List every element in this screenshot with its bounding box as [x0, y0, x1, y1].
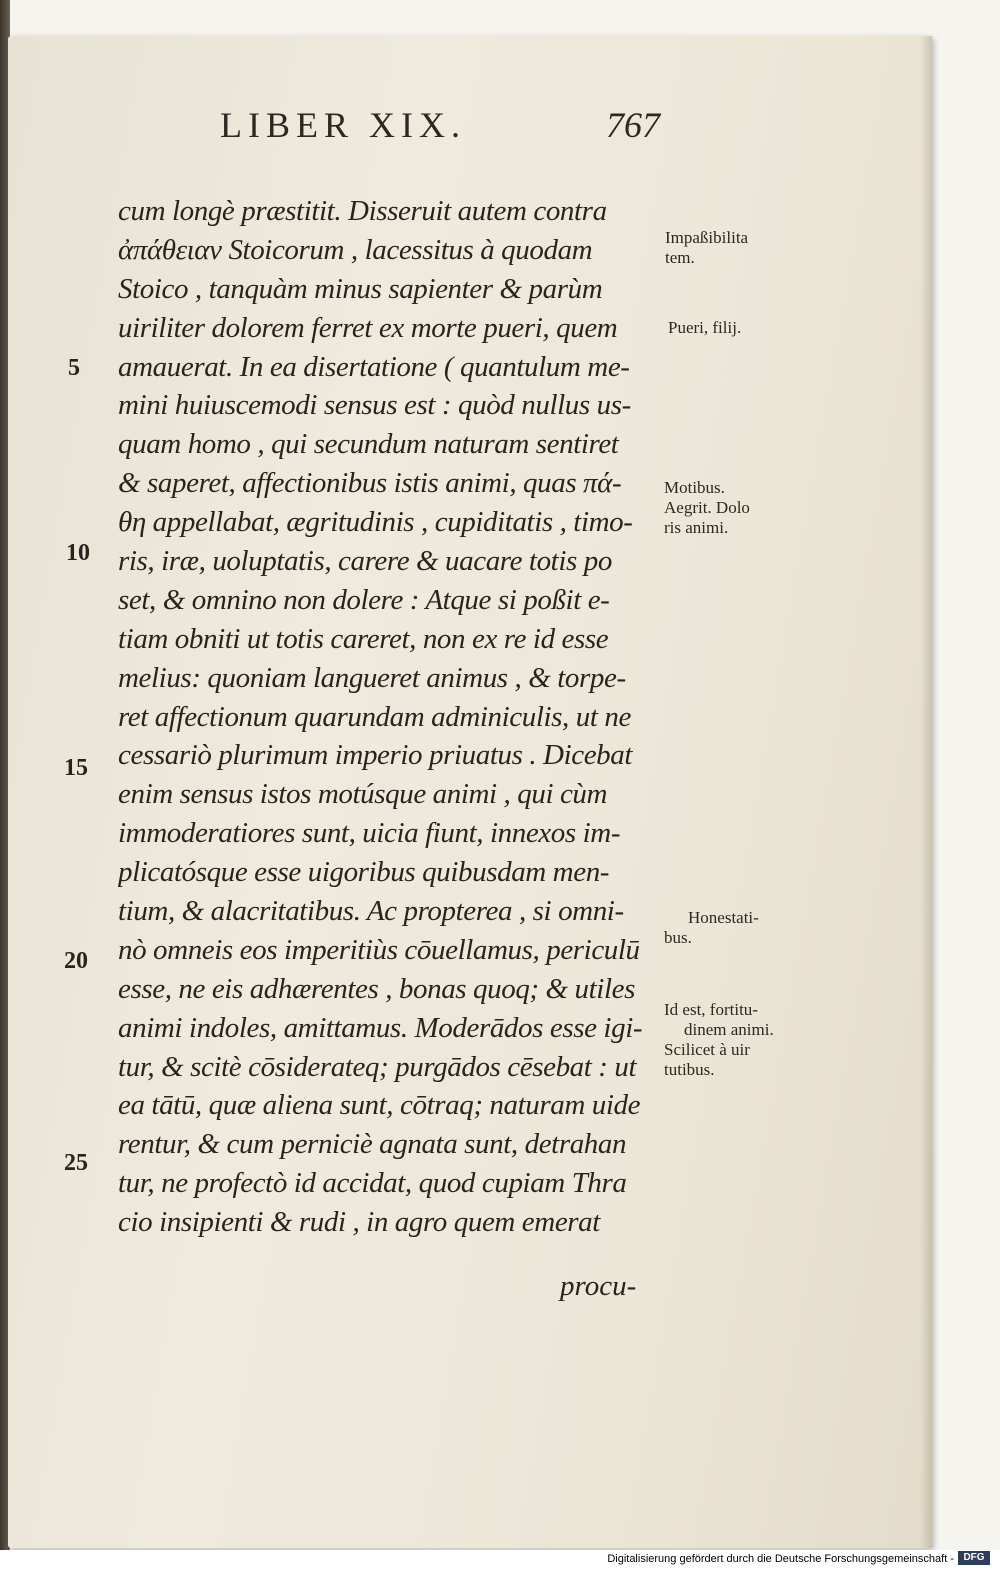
margin-note-line: Honestati-	[688, 908, 759, 927]
text-line: & saperet, affectionibus istis animi, quas πά-	[118, 467, 622, 500]
text-line: cessariò plurimum imperio priuatus . Dicebat	[118, 739, 633, 772]
line-number-15: 15	[64, 755, 88, 781]
margin-note-line: bus.	[664, 928, 692, 947]
margin-note	[664, 1000, 774, 1080]
line-number-25: 25	[64, 1150, 88, 1176]
text-line: uiriliter dolorem ferret ex morte pueri, quem	[118, 311, 618, 344]
margin-note-line: tem.	[665, 248, 695, 267]
text-line: rentur, & cum perniciè agnata sunt, detrahan	[118, 1128, 627, 1161]
margin-note-line: dinem animi.	[684, 1020, 774, 1039]
text-line: plicatósque esse uigoribus quibusdam men-	[118, 856, 610, 889]
text-line: ris, iræ, uoluptatis, carere & uacare totis po	[118, 545, 612, 578]
page-number: 767	[606, 105, 660, 145]
text-line: melius: quoniam langueret animus , & torpe-	[118, 661, 626, 694]
line-number-10: 10	[66, 540, 90, 566]
margin-note-line: Aegrit. Dolo	[664, 498, 750, 517]
text-line: ret affectionum quarundam adminiculis, ut ne	[118, 700, 631, 733]
margin-note	[664, 908, 759, 948]
text-line: animi indoles, amittamus. Moderādos esse igi-	[118, 1011, 643, 1044]
page-edge	[920, 36, 932, 1548]
page-header	[220, 104, 660, 160]
main-text-block	[118, 192, 663, 1242]
digitization-credit: Digitalisierung gefördert durch die Deutsche Forschungsgemeinschaft -	[607, 1553, 954, 1565]
margin-note-line: Scilicet à uir	[664, 1040, 750, 1059]
dfg-logo: DFG	[958, 1551, 990, 1565]
text-line: esse, ne eis adhærentes , bonas quoq; & utiles	[118, 972, 635, 1005]
line-number-5: 5	[68, 355, 80, 381]
text-line: cio insipienti & rudi , in agro quem emerat	[118, 1206, 600, 1239]
line-number-20: 20	[64, 948, 88, 974]
text-line: amauerat. In ea disertatione ( quantulum me-	[118, 350, 630, 383]
text-line: tur, & scitè cōsiderateq; purgādos cēsebat : ut	[118, 1050, 637, 1083]
text-line: enim sensus istos motúsque animi , qui cùm	[118, 778, 608, 811]
text-line: ἀπάθειαν Stoicorum , lacessitus à quodam	[118, 233, 593, 266]
text-line: set, & omnino non dolere : Atque si poßit e-	[118, 583, 610, 616]
margin-note-line: tutibus.	[664, 1060, 715, 1079]
text-line: ea tātū, quæ aliena sunt, cōtraq; naturam uide	[118, 1089, 641, 1122]
text-line: tur, ne profectò id accidat, quod cupiam Thra	[118, 1167, 627, 1200]
text-line: θη appellabat, ægritudinis , cupiditatis , timo-	[118, 506, 633, 539]
margin-note	[664, 478, 750, 538]
margin-note	[668, 318, 741, 338]
margin-note-line: Pueri, filij.	[668, 318, 742, 337]
margin-note-line: Impaßibilita	[665, 228, 749, 247]
text-line: Stoico , tanquàm minus sapienter & parùm	[118, 272, 603, 305]
text-line: nò omneis eos imperitiùs cōuellamus, periculū	[118, 933, 640, 966]
margin-note	[665, 228, 748, 268]
text-line: tium, & alacritatibus. Ac propterea , si omni-	[118, 895, 624, 928]
text-line: mini huiuscemodi sensus est : quòd nullus us-	[118, 389, 631, 422]
text-line: quam homo , qui secundum naturam sentiret	[118, 428, 619, 461]
text-line: tiam obniti ut totis careret, non ex re id esse	[118, 622, 609, 655]
margin-note-line: Motibus.	[664, 478, 725, 497]
text-line: immoderatiores sunt, uicia fiunt, innexos im-	[118, 817, 621, 850]
text-line: cum longè præstitit. Disseruit autem contra	[118, 195, 607, 227]
margin-note-line: ris animi.	[664, 518, 729, 537]
catchword: procu-	[560, 1270, 637, 1302]
running-title: LIBER XIX.	[220, 105, 466, 145]
margin-note-line: Id est, fortitu-	[664, 1000, 758, 1019]
